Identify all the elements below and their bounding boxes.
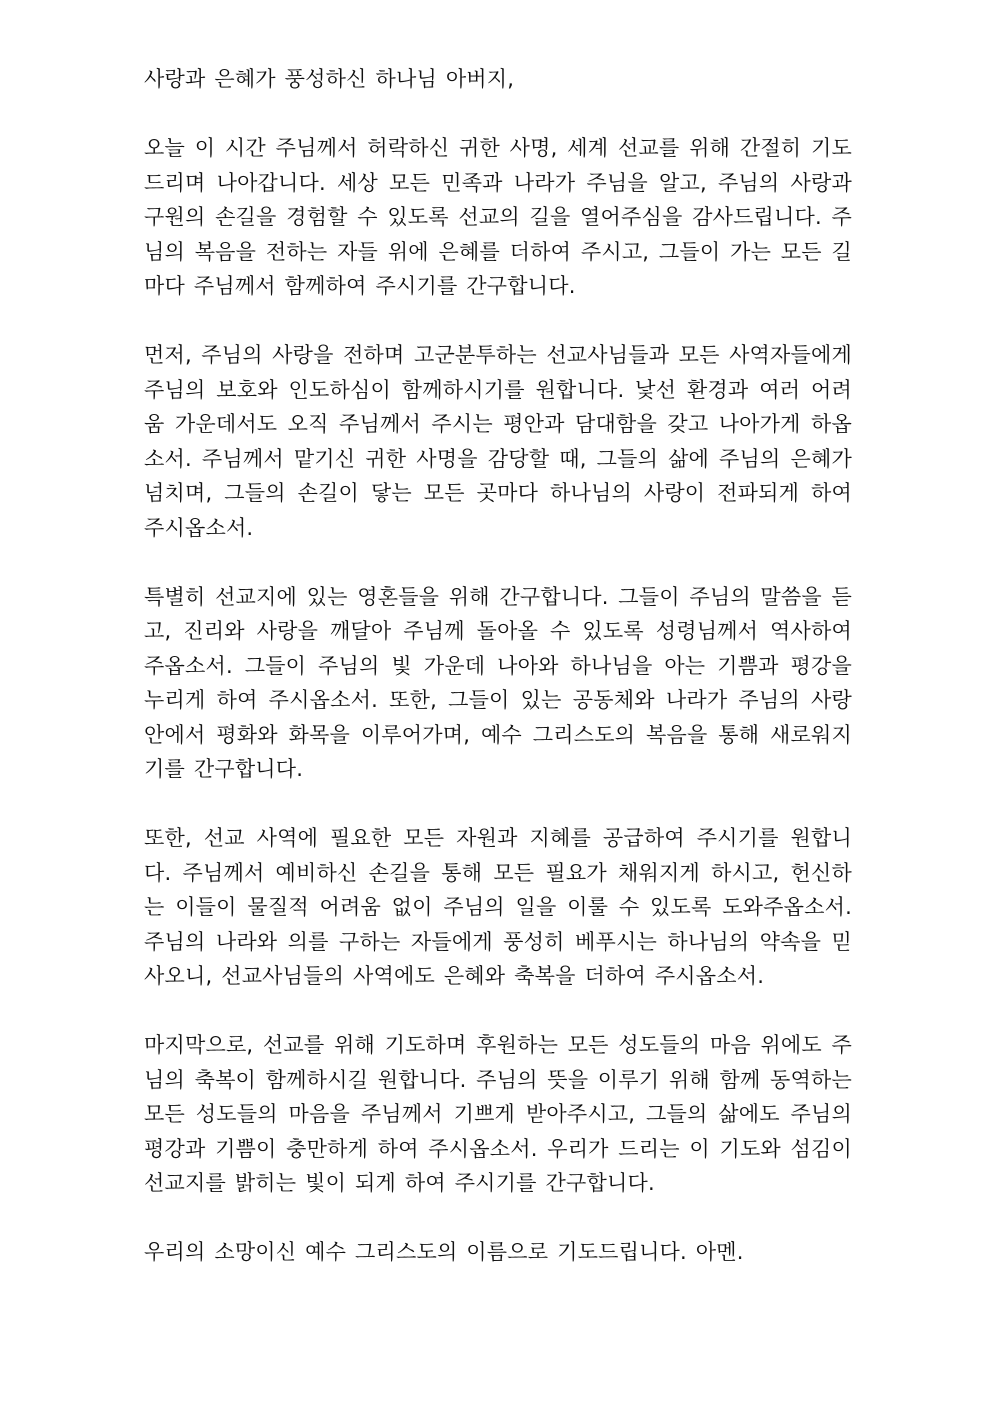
paragraph-supporters: 마지막으로, 선교를 위해 기도하며 후원하는 모든 성도들의 마음 위에도 주님의 축복이 함께하시길 원합니다. 주님의 뜻을 이루기 위해 함께 동역하는 모든 성도들의 마음을 주님께서 기쁘게 받아주시고, 그들의 삶에도 주님의 평강과 기쁨이 충만하게 하여 주시옵소서. 우리가 드리는 이 기도와 섬김이 선교지를 밝히는 빛이 되게 하여 주시기를 간구합니다.: [144, 1033, 852, 1195]
prayer-text: [144, 62, 852, 1270]
salutation: 사랑과 은혜가 풍성하신 하나님 아버지,: [144, 67, 515, 91]
closing: 우리의 소망이신 예수 그리스도의 이름으로 기도드립니다. 아멘.: [144, 1240, 744, 1264]
paragraph-souls: 특별히 선교지에 있는 영혼들을 위해 간구합니다. 그들이 주님의 말씀을 듣고, 진리와 사랑을 깨달아 주님께 돌아올 수 있도록 성령님께서 역사하여 주옵소서. 그들이 주님의 빛 가운데 나아와 하나님을 아는 기쁨과 평강을 누리게 하여 주시옵소서. 또한, 그들이 있는 공동체와 나라가 주님의 사랑 안에서 평화와 화목을 이루어가며, 예수 그리스도의 복음을 통해 새로워지기를 간구합니다.: [144, 584, 852, 781]
paragraph-resources: 또한, 선교 사역에 필요한 모든 자원과 지혜를 공급하여 주시기를 원합니다. 주님께서 예비하신 손길을 통해 모든 필요가 채워지게 하시고, 헌신하는 이들이 물질적 어려움 없이 주님의 일을 이룰 수 있도록 도와주옵소서. 주님의 나라와 의를 구하는 자들에게 풍성히 베푸시는 하나님의 약속을 믿사오니, 선교사님들의 사역에도 은혜와 축복을 더하여 주시옵소서.: [144, 826, 852, 988]
paragraph-missionaries: 먼저, 주님의 사랑을 전하며 고군분투하는 선교사님들과 모든 사역자들에게 주님의 보호와 인도하심이 함께하시기를 원합니다. 낯선 환경과 여러 어려움 가운데서도 오직 주님께서 주시는 평안과 담대함을 갖고 나아가게 하옵소서. 주님께서 맡기신 귀한 사명을 감당할 때, 그들의 삶에 주님의 은혜가 넘치며, 그들의 손길이 닿는 모든 곳마다 하나님의 사랑이 전파되게 하여 주시옵소서.: [144, 343, 852, 540]
paragraph-thanksgiving: 오늘 이 시간 주님께서 허락하신 귀한 사명, 세계 선교를 위해 간절히 기도드리며 나아갑니다. 세상 모든 민족과 나라가 주님을 알고, 주님의 사랑과 구원의 손길을 경험할 수 있도록 선교의 길을 열어주심을 감사드립니다. 주님의 복음을 전하는 자들 위에 은혜를 더하여 주시고, 그들이 가는 모든 길마다 주님께서 함께하여 주시기를 간구합니다.: [144, 136, 852, 298]
